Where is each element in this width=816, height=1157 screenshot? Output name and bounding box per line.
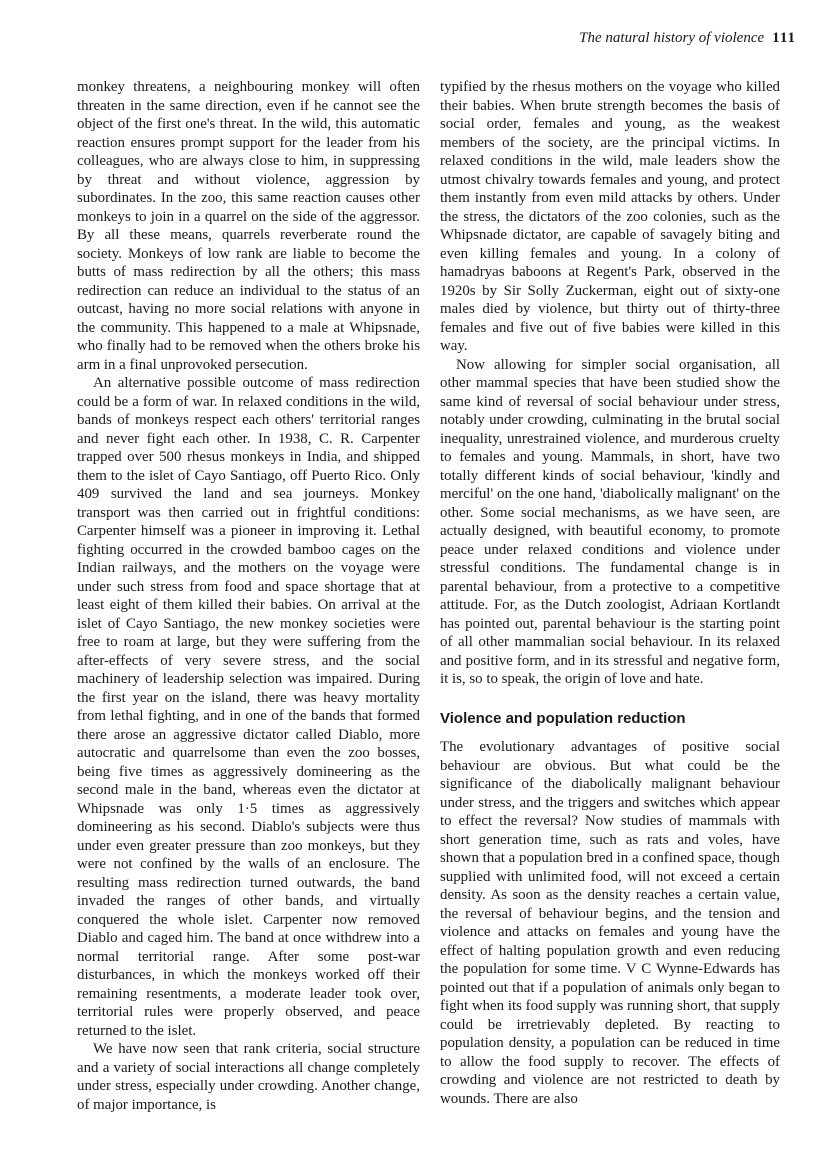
page-number: 111	[772, 30, 796, 46]
paragraph: We have now seen that rank criteria, social structure and a variety of social interactions all change completely under stress, especially under crowding. Another change, of major importance, is	[77, 1041, 420, 1113]
paragraph: Now allowing for simpler social organisation, all other mammal species that have been studied show the same kind of reversal of social behaviour under stress, notably under crowding, culminating in the brutal social inequality, unrestrained violence, and murderous cruelty to females and young. Mammals, in short, have two totally different kinds of social behaviour, 'kindly and merciful' on the one hand, 'diabolically malignant' on the other. Some social mechanisms, as we have seen, are actually designed, with beautiful economy, to promote peace under relaxed conditions and violence under stressful conditions. The fundamental change is in parental behaviour, from a protective to a competitive attitude. For, as the Dutch zoologist, Adriaan Kortlandt has pointed out, parental behaviour is the starting point of all other mammalian social behaviour. In its relaxed and positive form, and in its stressful and negative form, it is, so to speak, the origin of love and hate.	[440, 356, 780, 687]
paragraph: typified by the rhesus mothers on the voyage who killed their babies. When brute strength becomes the basis of social order, females and young, as the weakest members of the society, are the principal victims. In relaxed conditions in the wild, male leaders show the utmost chivalry towards females and young, and protect them instantly from even mild attacks by others. Under the stress, the dictators of the zoo colonies, such as the Whipsnade dictator, are capable of savagely biting and even killing females and young. In a colony of hamadryas baboons at Regent's Park, observed in the 1920s by Sir Solly Zuckerman, eight out of sixty-one males died by violence, but thirty out of thirty-three females and five out of five babies were killed in this way.	[440, 79, 780, 354]
section-heading: Violence and population reduction	[440, 709, 686, 727]
right-column	[440, 78, 780, 1108]
running-head	[530, 30, 796, 47]
running-title: The natural history of violence	[579, 30, 765, 46]
paragraph: An alternative possible outcome of mass redirection could be a form of war. In relaxed conditions in the wild, bands of monkeys respect each others' territorial ranges and never fight each other. In 1938, C. R. Carpenter trapped over 500 rhesus monkeys in India, and shipped them to the islet of Cayo Santiago, off Puerto Rico. Only 409 survived the land and sea journeys. Monkey transport was then carried out in frightful conditions: Carpenter himself was a pioneer in improving it. Lethal fighting occurred in the crowded bamboo cages on the Indian railways, and the mothers on the voyage were under such stress from food and space shortage that at least eight of them killed their babies. On arrival at the islet of Cayo Santiago, the new monkey societies were free to roam at large, but they were suffering from the after-effects of very severe stress, and the social machinery of leadership selection was impaired. During the first year on the island, there was heavy mortality from lethal fighting, and in one of the bands that formed there arose an aggressive dictator called Diablo, more autocratic and quarrelsome than even the zoo bosses, being five times as aggressively domineering as the second male in the band, whereas even the dictator at Whipsnade was only 1·5 times as aggressively domineering as his second. Diablo's subjects were thus under even greater pressure than zoo monkeys, but they were not confined by the walls of an enclosure. The resulting mass redirection turned outwards, the band invaded the ranges of other bands, and virtually conquered the whole islet. Carpenter now removed Diablo and caged him. The band at once withdrew into a normal territorial range. After some post-war disturbances, in which the monkeys worked off their remaining resentments, a moderate leader took over, territorial rules were properly observed, and peace returned to the islet.	[77, 375, 420, 1039]
paragraph: monkey threatens, a neighbouring monkey will often threaten in the same direction, even if he cannot see the object of the first one's threat. In the wild, this automatic reaction ensures prompt support for the leader from his colleagues, who are always close to him, in suppressing by threat and without violence, aggression by subordinates. In the zoo, this same reaction causes other monkeys to join in a quarrel on the side of the aggressor. By all these means, quarrels reverberate round the society. Monkeys of low rank are liable to become the butts of mass redirection by all the others; this mass redirection can reduce an individual to the status of an outcast, having no more social relations with anyone in the community. This happened to a male at Whipsnade, who finally had to be removed when the others broke his arm in a final unprovoked persecution.	[77, 79, 420, 373]
left-column	[77, 78, 420, 1114]
paragraph: The evolutionary advantages of positive social behaviour are obvious. But what could be the significance of the diabolically malignant behaviour under stress, and the triggers and switches which appear to effect the reversal? Now studies of mammals with short generation time, such as rats and voles, have shown that a population bred in a confined space, though supplied with unlimited food, will not exceed a certain density. As soon as the density reaches a certain value, the reversal of behaviour begins, and the tension and violence and attacks on females and young have the effect of halting population growth and even reducing the population for some time. V C Wynne-Edwards has pointed out that if a population of animals only began to fight when its food supply was running short, that supply could be irretrievably depleted. By reacting to population density, a population can be reduced in time to allow the food supply to recover. The effects of crowding and violence are not restricted to death by wounds. There are also	[440, 739, 780, 1107]
